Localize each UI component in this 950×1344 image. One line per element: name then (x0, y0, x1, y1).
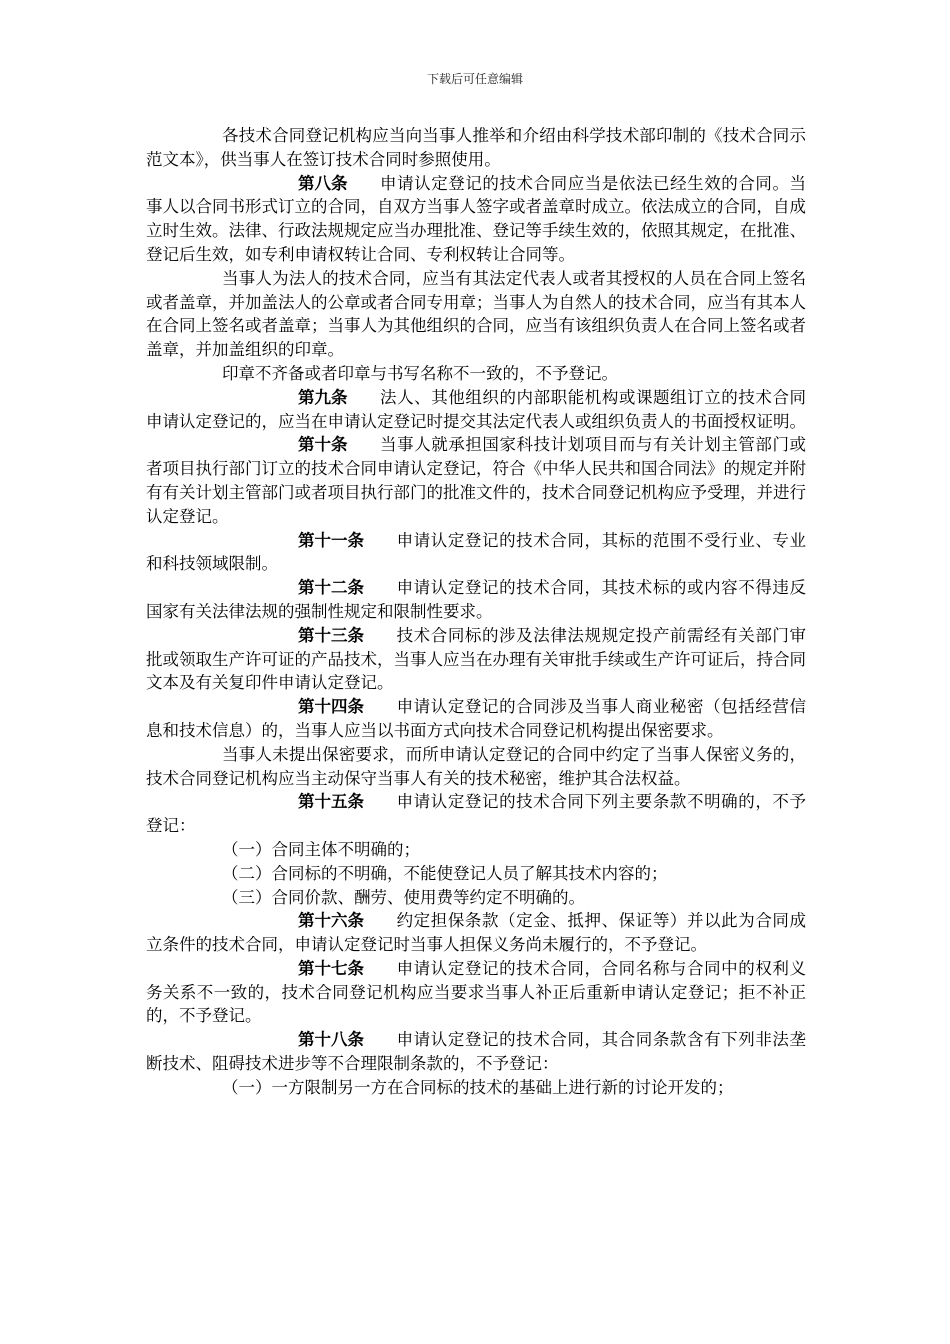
paragraph (146, 124, 806, 172)
article-number: 第十三条 (298, 625, 364, 645)
article-text: 约定担保条款（定金、抵押、保证等）并以此为合同成立条件的技术合同，申请认定登记时当事人担保义务尚未履行的，不予登记。 (146, 911, 806, 955)
article-text: 申请认定登记的技术合同，其标的范围不受行业、专业和科技领域限制。 (146, 530, 806, 574)
article-number: 第十六条 (298, 911, 364, 931)
article-number: 第十条 (298, 435, 348, 455)
article (146, 529, 806, 577)
article (146, 1028, 806, 1076)
article-text: 申请认定登记的技术合同应当是依法已经生效的合同。当事人以合同书形式订立的合同，自双方当事人签字或者盖章时成立。依法成立的合同，自成立时生效。法律、行政法规规定应当办理批准、登记等手续生效的，依照其规定，在批准、登记后生效，如专利申请权转让合同、专利权转让合同等。 (146, 173, 806, 264)
article (146, 695, 806, 743)
document-body (146, 124, 806, 1100)
article-text: 技术合同标的涉及法律法规规定投产前需经有关部门审批或领取生产许可证的产品技术，当事人应当在办理有关审批手续或生产许可证后，持合同文本及有关复印件申请认定登记。 (146, 625, 806, 693)
article-text: 申请认定登记的技术合同下列主要条款不明确的，不予登记： (146, 792, 806, 836)
article (146, 790, 806, 838)
paragraph-text: 当事人为法人的技术合同，应当有其法定代表人或者其授权的人员在合同上签名或者盖章，并加盖法人的公章或者合同专用章；当事人为自然人的技术合同，应当有其本人在合同上签名或者盖章；当事人为其他组织的合同，应当有该组织负责人在合同上签名或者盖章，并加盖组织的印章。 (146, 268, 806, 360)
list-item-text: （三）合同价款、酬劳、使用费等约定不明确的。 (222, 887, 585, 907)
article (146, 576, 806, 624)
article-number: 第八条 (298, 173, 348, 193)
article-number: 第十一条 (298, 530, 364, 550)
article-text: 法人、其他组织的内部职能机构或课题组订立的技术合同申请认定登记的，应当在申请认定登记时提交其法定代表人或组织负责人的书面授权证明。 (146, 387, 806, 431)
list-item (146, 886, 806, 910)
article-number: 第十二条 (298, 578, 364, 598)
article (146, 624, 806, 695)
article-number: 第十五条 (298, 792, 364, 812)
paragraph (146, 267, 806, 362)
list-item-text: （一）一方限制另一方在合同标的技术的基础上进行新的讨论开发的； (222, 1077, 734, 1097)
list-item (146, 1076, 806, 1100)
article (146, 957, 806, 1028)
article-text: 申请认定登记的合同涉及当事人商业秘密（包括经营信息和技术信息）的，当事人应当以书面方式向技术合同登记机构提出保密要求。 (146, 697, 806, 740)
article-text: 申请认定登记的技术合同，合同名称与合同中的权利义务关系不一致的，技术合同登记机构应当要求当事人补正后重新申请认定登记；拒不补正的，不予登记。 (146, 958, 806, 1026)
article-number: 第九条 (298, 387, 348, 407)
list-item-text: （二）合同标的不明确，不能使登记人员了解其技术内容的； (222, 863, 668, 883)
article-number: 第十七条 (298, 958, 364, 978)
article-text: 申请认定登记的技术合同，其技术标的或内容不得违反国家有关法律法规的强制性规定和限制性要求。 (146, 578, 806, 621)
article-number: 第十八条 (298, 1030, 364, 1050)
list-item (146, 862, 806, 886)
article (146, 386, 806, 434)
article (146, 909, 806, 957)
article (146, 172, 806, 267)
page-header: 下载后可任意编辑 (426, 72, 523, 86)
paragraph (146, 743, 806, 791)
paragraph-text: 当事人未提出保密要求，而所申请认定登记的合同中约定了当事人保密义务的，技术合同登记机构应当主动保守当事人有关的技术秘密，维护其合法权益。 (146, 744, 806, 788)
article-text: 当事人就承担国家科技计划项目而与有关计划主管部门或者项目执行部门订立的技术合同申请认定登记，符合《中华人民共和国合同法》的规定并附有有关计划主管部门或者项目执行部门的批准文件的，技术合同登记机构应予受理，并进行认定登记。 (146, 435, 806, 526)
paragraph-text: 各技术合同登记机构应当向当事人推举和介绍由科学技术部印制的《技术合同示范文本》，供当事人在签订技术合同时参照使用。 (146, 126, 806, 169)
paragraph-text: 印章不齐备或者印章与书写名称不一致的，不予登记。 (222, 363, 618, 383)
paragraph (146, 362, 806, 386)
article (146, 433, 806, 528)
article-number: 第十四条 (298, 697, 364, 717)
article-text: 申请认定登记的技术合同，其合同条款含有下列非法垄断技术、阻碍技术进步等不合理限制条款的，不予登记： (146, 1030, 806, 1074)
list-item (146, 838, 806, 862)
list-item-text: （一）合同主体不明确的； (222, 839, 420, 859)
